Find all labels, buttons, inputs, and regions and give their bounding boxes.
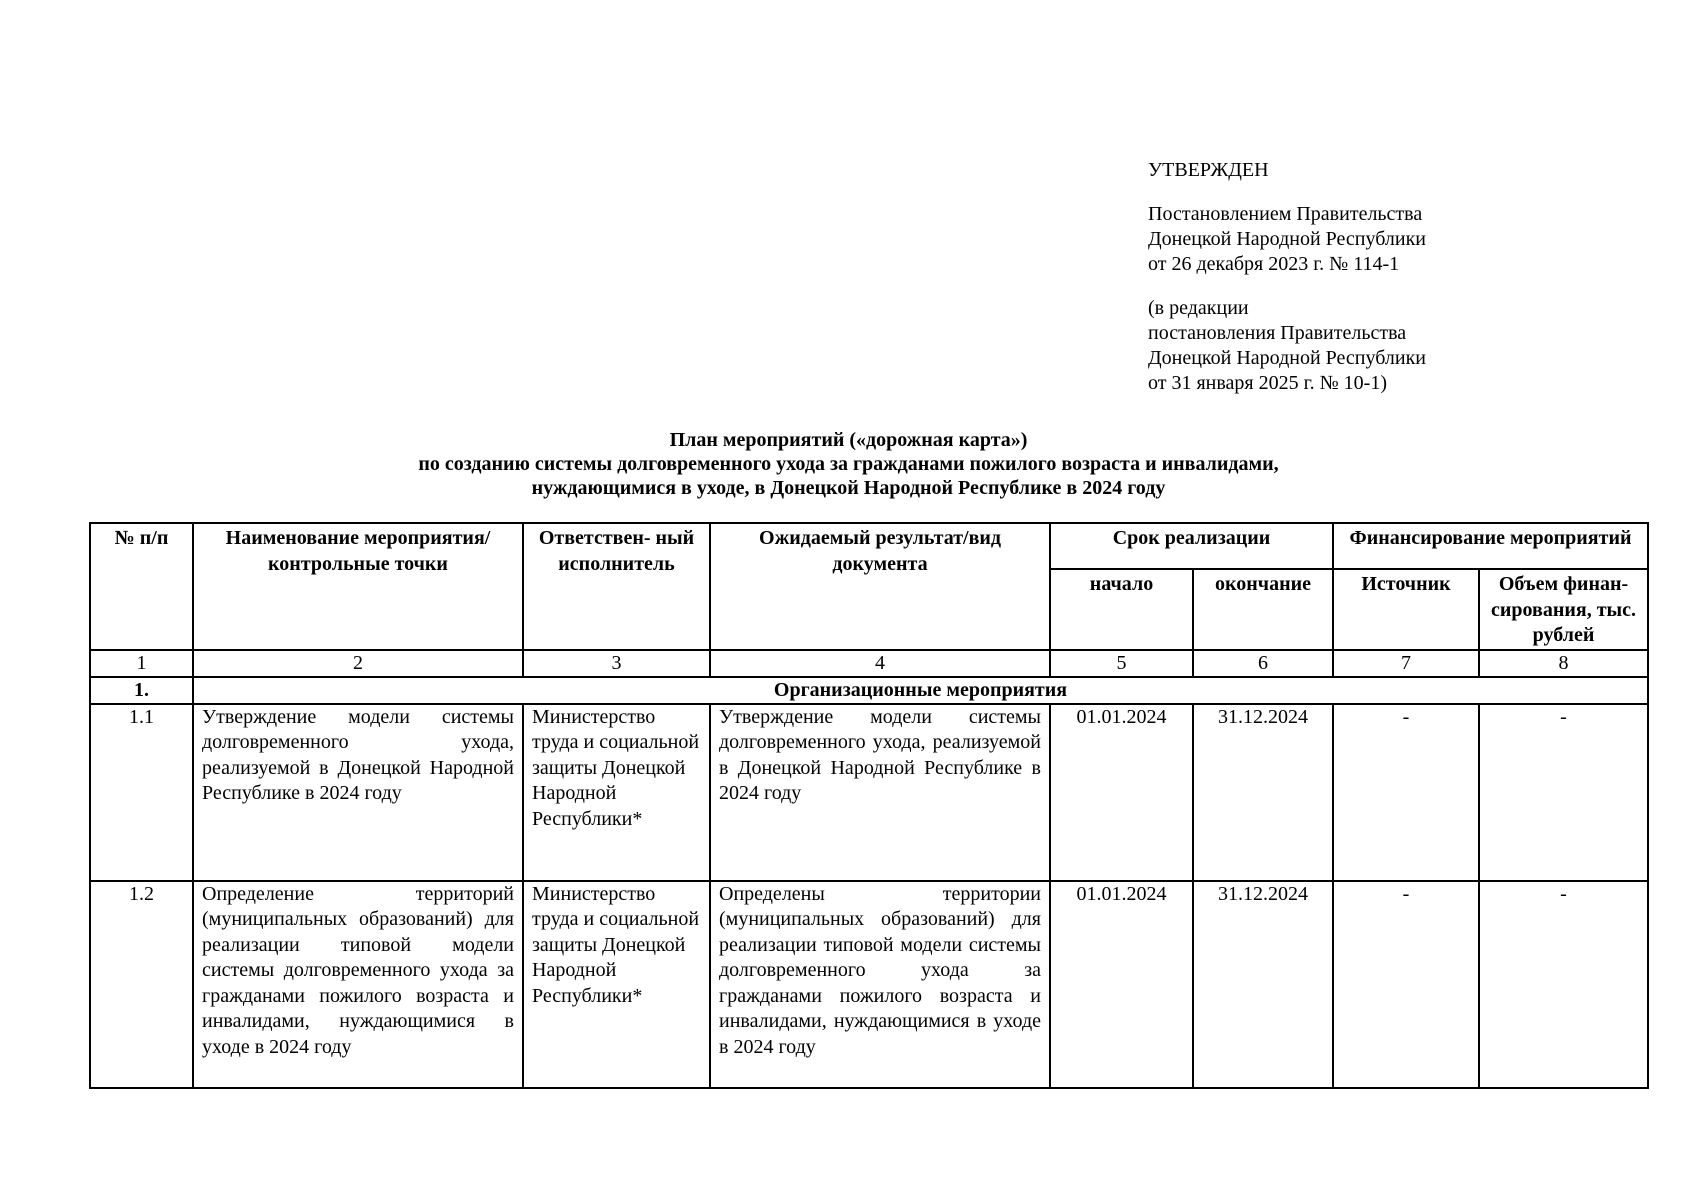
header-term-end: окончание xyxy=(1193,569,1333,650)
row-executor: Министерство труда и социальной защиты Донецкой Народной Республики* xyxy=(523,881,710,1088)
decree-line: Постановлением Правительства xyxy=(1148,203,1423,225)
roadmap-table xyxy=(89,522,1649,1089)
column-number: 5 xyxy=(1050,650,1193,677)
row-start-date: 01.01.2024 xyxy=(1050,881,1193,1088)
row-number: 1.1 xyxy=(90,704,193,881)
row-source: - xyxy=(1333,881,1479,1088)
row-name: Определение территорий (муниципальных образований) для реализации типовой модели системы долговременного ухода за гражданами пожилого возраста и инвалидами, нуждающимися в уходе в 2024 году xyxy=(193,881,523,1088)
revision-line: постановления Правительства xyxy=(1148,322,1407,344)
row-executor: Министерство труда и социальной защиты Донецкой Народной Республики* xyxy=(523,704,710,881)
column-number: 3 xyxy=(523,650,710,677)
header-term: Срок реализации xyxy=(1050,523,1333,569)
section-row xyxy=(90,677,1648,704)
column-number: 6 xyxy=(1193,650,1333,677)
row-volume: - xyxy=(1479,881,1648,1088)
row-name: Утверждение модели системы долговременного ухода, реализуемой в Донецкой Народной Республике в 2024 году xyxy=(193,704,523,881)
approval-block xyxy=(1148,158,1426,396)
header-result: Ожидаемый результат/вид документа xyxy=(710,523,1050,650)
row-number: 1.2 xyxy=(90,881,193,1088)
header-executor: Ответствен- ный исполнитель xyxy=(523,523,710,650)
column-number: 8 xyxy=(1479,650,1648,677)
column-number: 1 xyxy=(90,650,193,677)
column-number: 4 xyxy=(710,650,1050,677)
row-source: - xyxy=(1333,704,1479,881)
column-number-row xyxy=(90,650,1648,677)
column-number: 2 xyxy=(193,650,523,677)
row-start-date: 01.01.2024 xyxy=(1050,704,1193,881)
title-line: План мероприятий («дорожная карта») xyxy=(669,429,1028,451)
section-number: 1. xyxy=(90,677,193,704)
row-end-date: 31.12.2024 xyxy=(1193,881,1333,1088)
decree-line: Донецкой Народной Республики xyxy=(1148,228,1426,250)
title-line: нуждающимися в уходе, в Донецкой Народной Республике в 2024 году xyxy=(531,477,1166,499)
table-row xyxy=(90,704,1648,881)
row-end-date: 31.12.2024 xyxy=(1193,704,1333,881)
header-num: № п/п xyxy=(90,523,193,650)
header-term-start: начало xyxy=(1050,569,1193,650)
column-number: 7 xyxy=(1333,650,1479,677)
header-financing: Финансирование мероприятий xyxy=(1333,523,1648,569)
revision-line: Донецкой Народной Республики xyxy=(1148,347,1426,369)
revision-line: (в редакции xyxy=(1148,297,1249,319)
decree-line: от 26 декабря 2023 г. № 114-1 xyxy=(1148,253,1400,275)
row-result: Утверждение модели системы долговременного ухода, реализуемой в Донецкой Народной Республике в 2024 году xyxy=(710,704,1050,881)
document-title xyxy=(0,428,1697,500)
header-name: Наименование мероприятия/ контрольные точки xyxy=(193,523,523,650)
table-row xyxy=(90,881,1648,1088)
row-volume: - xyxy=(1479,704,1648,881)
row-result: Определены территории (муниципальных образований) для реализации типовой модели системы долговременного ухода за гражданами пожилого возраста и инвалидами, нуждающимися в уходе в 2024 году xyxy=(710,881,1050,1088)
section-name: Организационные мероприятия xyxy=(193,677,1648,704)
header-source: Источник xyxy=(1333,569,1479,650)
approval-heading: УТВЕРЖДЕН xyxy=(1148,159,1269,181)
title-line: по созданию системы долговременного ухода за гражданами пожилого возраста и инвалидами, xyxy=(418,453,1279,475)
revision-line: от 31 января 2025 г. № 10-1) xyxy=(1148,372,1387,394)
header-volume: Объем финан- сирования, тыс. рублей xyxy=(1479,569,1648,650)
